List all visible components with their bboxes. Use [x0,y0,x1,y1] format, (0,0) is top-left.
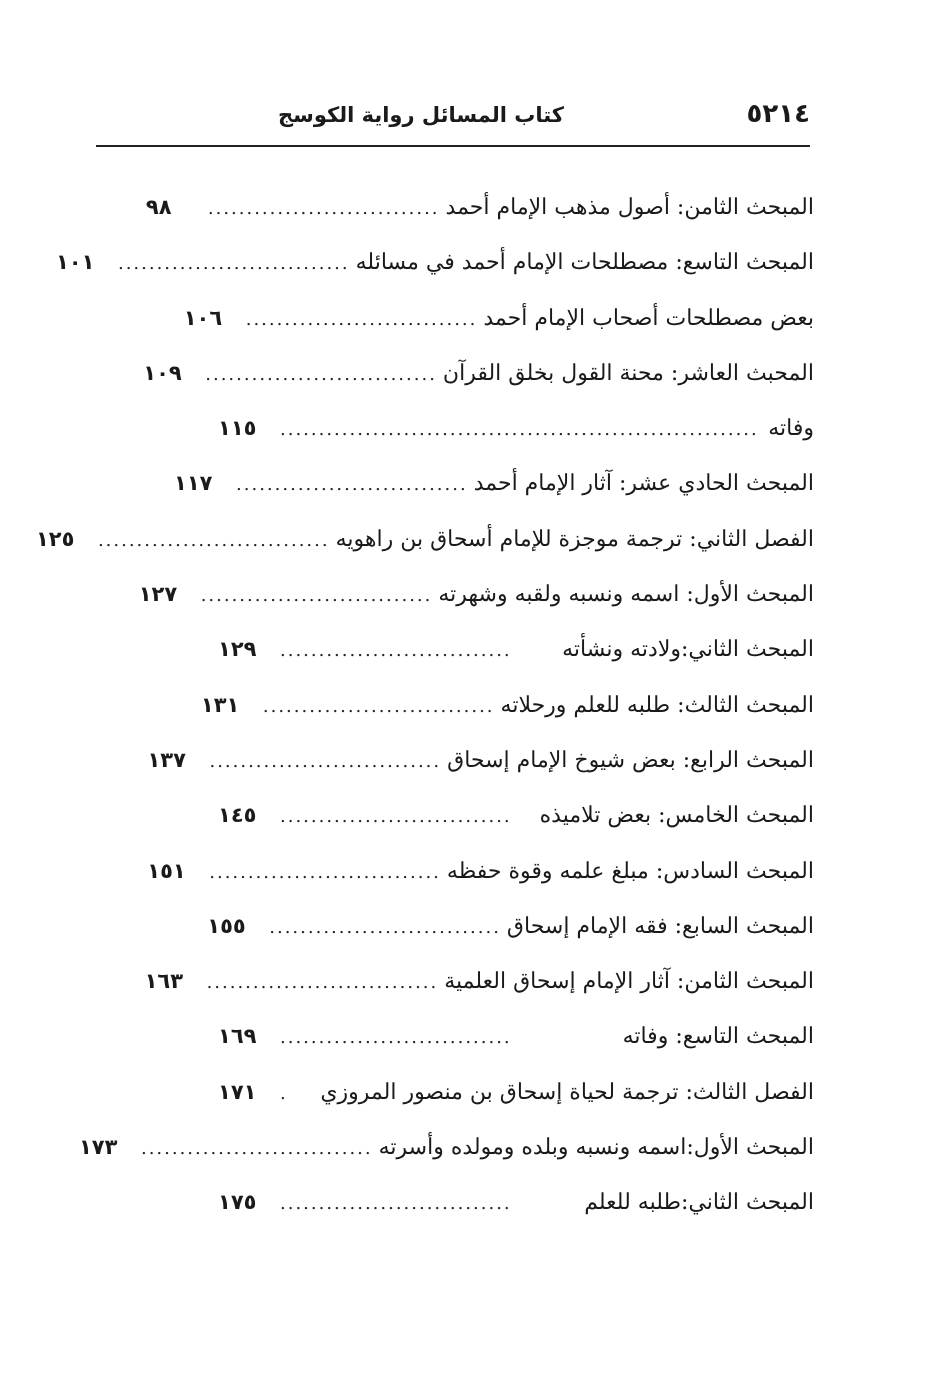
toc-dot-leader: .............................................................. [280,419,759,441]
toc-entry-title: المبحث الثاني:طلبه للعلم [584,1190,814,1216]
toc-page-number: ١٣٧ [147,747,186,772]
toc-entry [218,401,814,456]
toc-entry-title: وفاته [768,416,814,442]
toc-entry [218,788,814,843]
toc-page-number: ١٧٣ [78,1135,118,1160]
toc-dot-leader: .............................. [200,585,433,607]
toc-page-number: ١٦٣ [144,969,184,994]
toc-page-number: ١٠٩ [143,360,182,385]
toc-page-number: ٩٨ [145,195,172,219]
toc-entry-title: المبحث التاسع: مصطلحات الإمام أحمد في مسائله [355,250,814,276]
toc-page-number: ١١٧ [174,471,213,496]
toc-page-number: ١٥٥ [207,913,246,938]
toc-dot-leader: .............................. [245,308,478,330]
toc-entry-title: المبحث الثالث: طلبه للعلم ورحلاته [500,692,814,718]
toc-page-number: ١٢٥ [35,526,75,551]
toc-entry [147,844,814,899]
toc-page-number: ١٦٩ [218,1024,257,1049]
table-of-contents [35,180,814,1231]
toc-entry [138,567,814,622]
toc-entry [183,291,814,346]
toc-entry-title: المبحث السابع: فقه الإمام إسحاق [506,913,814,939]
toc-entry-title: الفصل الثاني: ترجمة موجزة للإمام أسحاق بن راهويه [335,526,814,552]
toc-entry-title: المبحث الثاني:ولادته ونشأته [562,637,814,663]
toc-entry [143,346,814,401]
toc-entry-title: بعض مصطلحات أصحاب الإمام أحمد [483,305,814,331]
toc-page-number: ١٧٥ [218,1190,257,1215]
toc-dot-leader: .............................. [269,916,501,938]
toc-entry-title: المبحث الثامن: آثار الإمام إسحاق العلمية [444,969,814,995]
toc-entry-title: المبحث السادس: مبلغ علمه وقوة حفظه [446,858,814,884]
toc-dot-leader: .............................. [205,363,437,385]
running-header [96,96,810,132]
toc-page-number: ١٢٧ [138,582,178,607]
toc-dot-leader: .............................. [280,1193,512,1215]
toc-entry [78,1120,814,1175]
toc-dot-leader: .............................. [280,806,512,828]
toc-page-number: ١١٥ [218,416,257,441]
toc-entry [35,512,814,567]
toc-dot-leader: .............................. [209,750,442,772]
toc-page-number: ١٠١ [55,250,95,275]
toc-entry [174,456,814,511]
toc-dot-leader: .............................. [280,640,512,662]
toc-dot-leader: .............................. [97,529,330,551]
toc-entry-title: المبحث الحادي عشر: آثار الإمام أحمد [473,471,814,497]
toc-entry [207,899,814,954]
page-number: ٥٢١٤ [746,99,810,129]
toc-page-number: ١٠٦ [183,305,223,330]
toc-dot-leader: . [280,1082,288,1104]
toc-entry-title: المبحث الخامس: بعض تلاميذه [539,803,814,829]
toc-dot-leader: .............................. [209,861,441,883]
toc-page-number: ١٧١ [218,1079,257,1104]
toc-entry [144,954,814,1009]
toc-page-number: ١٤٥ [218,803,257,828]
toc-entry [147,733,814,788]
toc-dot-leader: .............................. [280,1027,512,1049]
toc-entry [55,235,814,290]
toc-entry-title: الفصل الثالث: ترجمة لحياة إسحاق بن منصور المروزي [320,1079,814,1105]
toc-page-number: ١٥١ [147,858,186,883]
toc-page-number: ١٢٩ [218,637,257,662]
toc-dot-leader: .............................. [262,695,495,717]
toc-dot-leader: .............................. [207,198,440,219]
toc-dot-leader: .............................. [206,972,439,994]
toc-entry [218,622,814,677]
toc-entry [218,1175,814,1230]
toc-entry-title: المبحث الأول:اسمه ونسبه وبلده ومولده وأسرته [378,1135,814,1161]
toc-entry-title: المبحث الثامن: أصول مذهب الإمام أحمد [445,195,814,220]
toc-entry [218,1009,814,1064]
header-divider [96,145,810,147]
toc-entry-title: المحبث العاشر: محنة القول بخلق القرآن [442,360,814,386]
toc-entry-title: المبحث الأول: اسمه ونسبه ولقبه وشهرته [438,582,814,608]
toc-entry [218,1065,814,1120]
toc-dot-leader: .............................. [117,253,350,275]
toc-entry [145,180,814,235]
toc-dot-leader: .............................. [236,474,468,496]
book-title: كتاب المسائل رواية الكوسج [278,103,564,127]
toc-dot-leader: .............................. [140,1138,373,1160]
toc-entry-title: المبحث التاسع: وفاته [622,1024,814,1050]
toc-entry-title: المبحث الرابع: بعض شيوخ الإمام إسحاق [447,747,814,773]
toc-entry [200,678,814,733]
toc-page-number: ١٣١ [200,692,240,717]
